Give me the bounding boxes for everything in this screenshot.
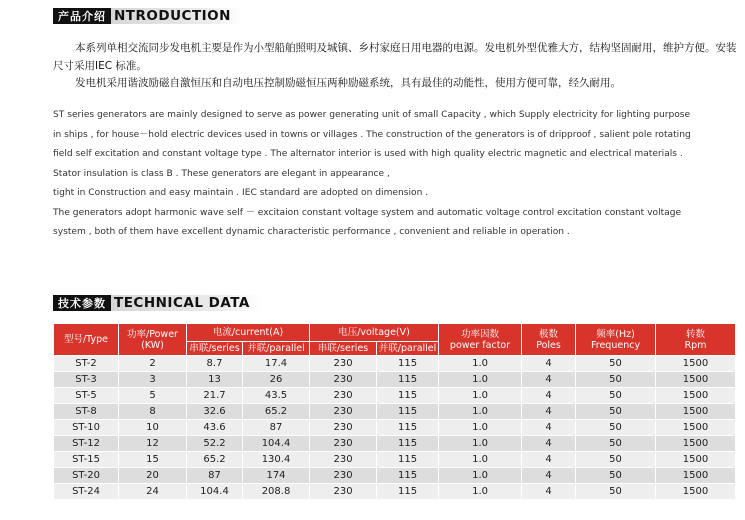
voltage-series-cell: 230 [310, 404, 377, 420]
poles-cell: 4 [522, 452, 576, 468]
speed-cell: 1500 [656, 372, 736, 388]
poles-header [522, 324, 576, 356]
poles-cell: 4 [522, 468, 576, 484]
voltage-series-cell: 230 [310, 436, 377, 452]
speed-cell: 1500 [656, 468, 736, 484]
type-cell: ST-2 [54, 356, 119, 372]
poles-cell: 4 [522, 372, 576, 388]
power-factor-cell: 1.0 [439, 420, 522, 436]
technical-data-table [53, 323, 736, 500]
english-line: The generators adopt harmonic wave self － excitaion constant voltage system and automatic voltage control excitation constant voltage [53, 207, 682, 218]
current-series-cell: 32.6 [187, 404, 243, 420]
current-series-cell: 43.6 [187, 420, 243, 436]
poles-cell: 4 [522, 356, 576, 372]
type-cell: ST-8 [54, 404, 119, 420]
current-header: 电流/current(A) [187, 324, 310, 342]
poles-cell: 4 [522, 436, 576, 452]
voltage-series-cell: 230 [310, 356, 377, 372]
chinese-introduction [53, 40, 743, 93]
power-cell: 15 [119, 452, 187, 468]
voltage-series-cell: 230 [310, 484, 377, 500]
type-header: 型号/Type [54, 324, 119, 356]
introduction-heading [53, 8, 241, 24]
current-parallel-cell: 174 [243, 468, 310, 484]
introduction-heading-en: NTRODUCTION [111, 8, 241, 24]
power-cell: 3 [119, 372, 187, 388]
power-header [119, 324, 187, 356]
poles-cell: 4 [522, 484, 576, 500]
power-cell: 5 [119, 388, 187, 404]
frequency-cell: 50 [576, 372, 656, 388]
power-header-unit: (KW) [141, 339, 164, 351]
english-line: system , both of them have excellent dynamic characteristic performance , convenient and reliable in operation . [53, 227, 570, 237]
voltage-series-cell: 230 [310, 468, 377, 484]
voltage-series-cell: 230 [310, 452, 377, 468]
power-factor-cell: 1.0 [439, 436, 522, 452]
frequency-cell: 50 [576, 452, 656, 468]
current-parallel-cell: 130.4 [243, 452, 310, 468]
voltage-series-header: 串联/series [310, 342, 377, 356]
power-cell: 10 [119, 420, 187, 436]
power-cell: 12 [119, 436, 187, 452]
table-row [54, 404, 736, 420]
chinese-paragraph: 本系列单相交流同步发电机主要是作为小型船舶照明及城镇、乡村家庭日用电器的电源。发电机外型优雅大方，结构坚固耐用，维护方便。安装尺寸采用IEC 标准。 [53, 42, 737, 72]
frequency-header [576, 324, 656, 356]
current-parallel-cell: 65.2 [243, 404, 310, 420]
current-series-cell: 8.7 [187, 356, 243, 372]
power-factor-cell: 1.0 [439, 356, 522, 372]
english-introduction [53, 106, 743, 243]
voltage-parallel-cell: 115 [377, 436, 439, 452]
power-factor-cell: 1.0 [439, 388, 522, 404]
frequency-cell: 50 [576, 484, 656, 500]
speed-cell: 1500 [656, 388, 736, 404]
power-factor-header-en: power factor [449, 339, 511, 351]
frequency-cell: 50 [576, 436, 656, 452]
current-series-cell: 104.4 [187, 484, 243, 500]
voltage-header: 电压/voltage(V) [310, 324, 439, 342]
frequency-cell: 50 [576, 388, 656, 404]
speed-cell: 1500 [656, 452, 736, 468]
power-factor-header [439, 324, 522, 356]
current-series-header: 串联/series [187, 342, 243, 356]
type-cell: ST-15 [54, 452, 119, 468]
table-row [54, 484, 736, 500]
type-cell: ST-24 [54, 484, 119, 500]
frequency-cell: 50 [576, 404, 656, 420]
current-parallel-cell: 26 [243, 372, 310, 388]
type-cell: ST-3 [54, 372, 119, 388]
current-parallel-cell: 17.4 [243, 356, 310, 372]
speed-cell: 1500 [656, 436, 736, 452]
english-line: field self excitation and constant voltage type . The alternator interior is used with high quality electric magnetic and electrical materials . [53, 149, 683, 159]
power-factor-header-cn: 功率因数 [461, 328, 500, 340]
english-line: ST series generators are mainly designed to serve as power generating unit of small Capacity , which Supply electricity for lighting purpose [53, 110, 691, 120]
frequency-header-cn: 频率(Hz) [596, 328, 635, 340]
speed-header-en: Rpm [684, 339, 707, 351]
current-series-cell: 13 [187, 372, 243, 388]
voltage-parallel-header: 并联/parallel [377, 342, 439, 356]
voltage-series-cell: 230 [310, 388, 377, 404]
poles-cell: 4 [522, 404, 576, 420]
type-cell: ST-20 [54, 468, 119, 484]
power-factor-cell: 1.0 [439, 452, 522, 468]
table-row [54, 452, 736, 468]
power-factor-cell: 1.0 [439, 484, 522, 500]
english-line: Stator insulation is class B . These generators are elegant in appearance , [53, 168, 390, 179]
technical-data-heading-cn: 技术参数 [53, 295, 111, 311]
power-cell: 24 [119, 484, 187, 500]
english-line: in ships , for house－hold electric devices used in towns or villages . The construction of the generators is of dripproof , salient pole rotating [53, 129, 691, 140]
speed-cell: 1500 [656, 404, 736, 420]
table-row [54, 372, 736, 388]
speed-cell: 1500 [656, 356, 736, 372]
voltage-series-cell: 230 [310, 372, 377, 388]
current-series-cell: 65.2 [187, 452, 243, 468]
voltage-parallel-cell: 115 [377, 404, 439, 420]
power-header-label: 功率/Power [127, 328, 178, 340]
current-parallel-header: 并联/parallel [243, 342, 310, 356]
current-parallel-cell: 104.4 [243, 436, 310, 452]
voltage-parallel-cell: 115 [377, 484, 439, 500]
technical-data-heading [53, 295, 260, 311]
current-series-cell: 21.7 [187, 388, 243, 404]
technical-data-heading-en: TECHNICAL DATA [111, 295, 260, 311]
voltage-parallel-cell: 115 [377, 468, 439, 484]
type-cell: ST-5 [54, 388, 119, 404]
table-row [54, 436, 736, 452]
poles-header-en: Poles [536, 339, 561, 351]
voltage-parallel-cell: 115 [377, 356, 439, 372]
voltage-parallel-cell: 115 [377, 388, 439, 404]
current-parallel-cell: 87 [243, 420, 310, 436]
table-row [54, 468, 736, 484]
frequency-cell: 50 [576, 468, 656, 484]
power-cell: 2 [119, 356, 187, 372]
english-line: tight in Construction and easy maintain . IEC standard are adopted on dimension . [53, 188, 429, 198]
current-series-cell: 52.2 [187, 436, 243, 452]
frequency-header-en: Frequency [590, 339, 641, 351]
type-cell: ST-12 [54, 436, 119, 452]
speed-cell: 1500 [656, 484, 736, 500]
voltage-parallel-cell: 115 [377, 372, 439, 388]
table-row [54, 420, 736, 436]
voltage-parallel-cell: 115 [377, 452, 439, 468]
power-factor-cell: 1.0 [439, 404, 522, 420]
poles-cell: 4 [522, 420, 576, 436]
speed-cell: 1500 [656, 420, 736, 436]
poles-cell: 4 [522, 388, 576, 404]
current-parallel-cell: 208.8 [243, 484, 310, 500]
power-cell: 20 [119, 468, 187, 484]
speed-header [656, 324, 736, 356]
introduction-heading-cn: 产品介绍 [53, 8, 111, 24]
current-series-cell: 87 [187, 468, 243, 484]
current-parallel-cell: 43.5 [243, 388, 310, 404]
poles-header-cn: 极数 [539, 328, 559, 340]
power-cell: 8 [119, 404, 187, 420]
table-row [54, 356, 736, 372]
speed-header-cn: 转数 [686, 328, 706, 340]
power-factor-cell: 1.0 [439, 468, 522, 484]
table-header-row [54, 324, 736, 342]
chinese-paragraph: 发电机采用谐波励磁自激恒压和自动电压控制励磁恒压两种励磁系统，具有最佳的动能性，使用方便可靠，经久耐用。 [75, 77, 621, 89]
frequency-cell: 50 [576, 356, 656, 372]
table-row [54, 388, 736, 404]
frequency-cell: 50 [576, 420, 656, 436]
type-cell: ST-10 [54, 420, 119, 436]
voltage-parallel-cell: 115 [377, 420, 439, 436]
power-factor-cell: 1.0 [439, 372, 522, 388]
voltage-series-cell: 230 [310, 420, 377, 436]
